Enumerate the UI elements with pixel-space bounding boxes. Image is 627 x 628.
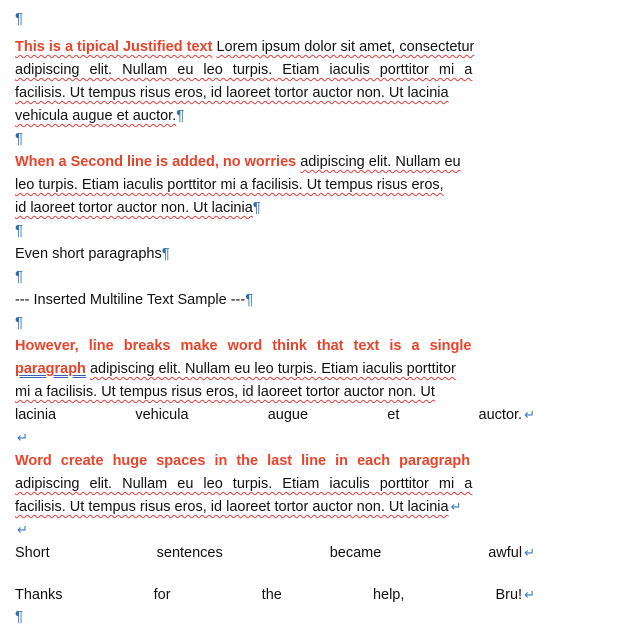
p1-heading: This is a tipical Justified text [15,39,213,55]
pilcrow-mark: ¶ [15,268,24,285]
p2-heading: When a Second line is added, no worries [15,154,297,170]
pilcrow-mark: ¶ [15,222,24,239]
p5-word: et [387,407,400,423]
empty-paragraph[interactable] [15,128,535,150]
empty-paragraph[interactable] [15,220,535,242]
line-break-mark: ↵ [524,407,535,422]
line-break-mark: ↵ [524,587,535,602]
p6-heading: Word create huge spaces in the last line in each paragraph [15,453,471,469]
p6-line-3-text: facilisis. Ut tempus risus eros, id laoreet tortor auctor non. Ut lacinia [15,499,449,515]
p1-line-2-text: adipiscing elit. Nullam eu leo turpis. Etiam iaculis porttitor mi a [15,62,473,78]
p5-line-2-text: adipiscing elit. Nullam eu leo turpis. Etiam iaculis porttitor [89,361,456,377]
p5-word: lacinia [15,407,57,423]
p5-heading-2: paragraph [15,361,86,377]
pilcrow-mark: ¶ [15,314,24,331]
p5-heading: However, line breaks make word think that text is a single [15,338,472,354]
p8-word: the [261,587,282,603]
line-break-mark: ↵ [524,545,535,560]
p2-line-2[interactable] [15,174,535,196]
pilcrow-mark: ¶ [161,245,170,262]
empty-line-break[interactable] [15,427,535,449]
p6-line-1[interactable] [15,450,535,472]
p3-line[interactable] [15,243,535,265]
p5-line-3-text: mi a facilisis. Ut tempus risus eros, id laoreet tortor auctor non. Ut [15,384,435,400]
pilcrow-mark: ¶ [252,199,261,216]
p2-line-3-text: id laoreet tortor auctor non. Ut lacinia [15,200,253,216]
p8-line[interactable] [15,584,535,606]
p5-word: augue [267,407,309,423]
p8-word: Bru! [495,587,523,603]
p3-text: Even short paragraphs [15,246,162,262]
p1-line-3-text: facilisis. Ut tempus risus eros, id laoreet tortor auctor non. Ut lacinia [15,85,449,101]
line-break-mark: ↵ [17,522,28,537]
p4-line[interactable] [15,289,535,311]
p7-word: Short [15,545,50,561]
empty-line-break[interactable] [15,519,535,541]
p5-line-1[interactable] [15,335,535,357]
p6-line-3[interactable] [15,496,535,518]
p1-line-3[interactable] [15,82,535,104]
p8-word: for [153,587,171,603]
p1-line-1[interactable] [15,36,535,58]
p2-line-1[interactable] [15,151,535,173]
pilcrow-mark: ¶ [15,130,24,147]
p7-word: became [329,545,382,561]
p5-line-2[interactable] [15,358,535,380]
p1-line-1-text: Lorem ipsum dolor sit amet, consectetur [216,39,475,55]
empty-paragraph[interactable] [15,8,535,30]
p7-word: awful [488,545,523,561]
pilcrow-mark: ¶ [245,291,254,308]
p5-word: auctor. [478,407,523,423]
p7-line[interactable] [15,542,535,564]
empty-paragraph[interactable] [15,606,535,628]
pilcrow-mark: ¶ [15,608,24,625]
empty-paragraph[interactable] [15,312,535,334]
line-break-mark: ↵ [450,499,462,514]
p2-line-1-text: adipiscing elit. Nullam eu [300,154,461,170]
p8-word: Thanks [15,587,63,603]
p6-line-2-text: adipiscing elit. Nullam eu leo turpis. Etiam iaculis porttitor mi a [15,476,473,492]
empty-paragraph[interactable] [15,266,535,288]
p4-text: --- Inserted Multiline Text Sample --- [15,292,246,308]
p8-word: help, [372,587,405,603]
pilcrow-mark: ¶ [15,10,24,27]
line-break-mark: ↵ [17,430,28,445]
p5-word: vehicula [135,407,189,423]
p7-word: sentences [156,545,223,561]
p5-line-4[interactable] [15,404,535,426]
pilcrow-mark: ¶ [176,107,185,124]
p2-line-2-text: leo turpis. Etiam iaculis porttitor mi a facilisis. Ut tempus risus eros, [15,177,444,193]
p5-line-3[interactable] [15,381,535,403]
p1-line-2[interactable] [15,59,535,81]
p1-line-4-text: vehicula augue et auctor. [15,108,177,124]
p2-line-3[interactable] [15,197,535,219]
p1-line-4[interactable] [15,105,535,127]
p6-line-2[interactable] [15,473,535,495]
